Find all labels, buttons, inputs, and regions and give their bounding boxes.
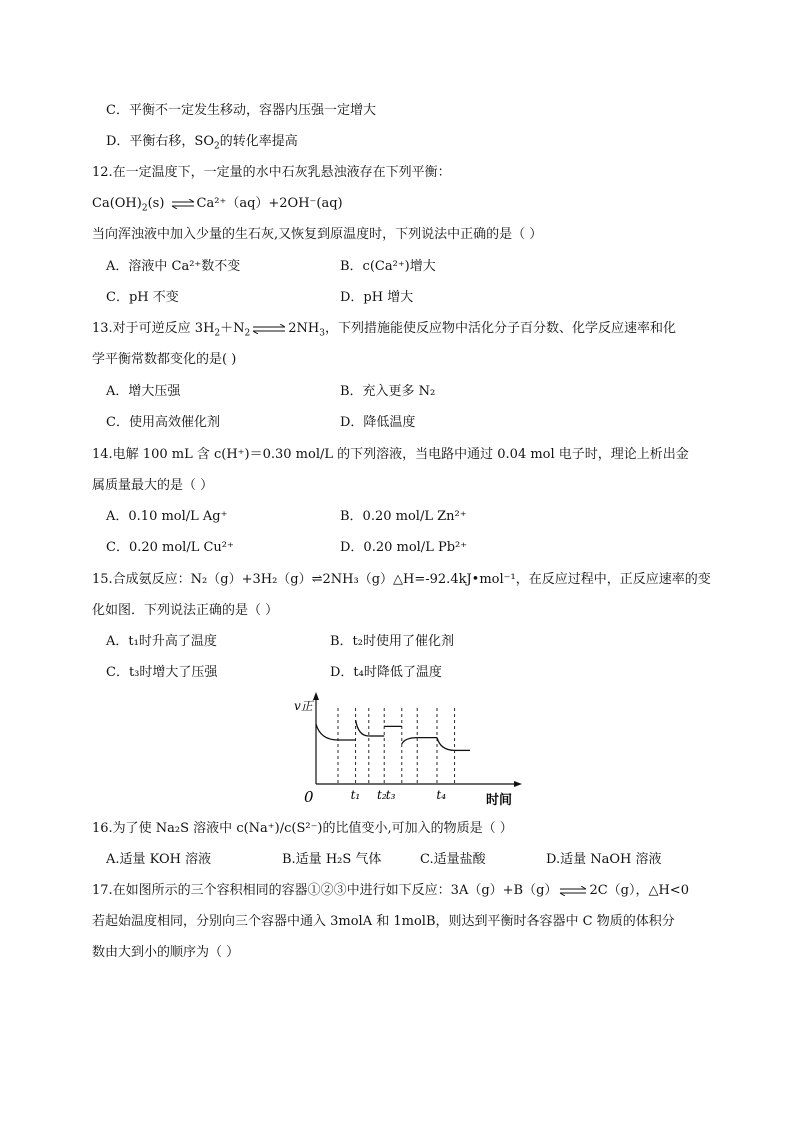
q12-question: 当向浑浊液中加入少量的生石灰,又恢复到原温度时，下列说法中正确的是（ ） (92, 227, 543, 242)
q13-option-a: A．增大压强 (106, 384, 181, 399)
q13-stem-mid: ＋N (220, 321, 245, 336)
q13-option-c: C．使用高效催化剂 (106, 415, 220, 430)
q14-option-a: A．0.10 mol/L Ag⁺ (106, 509, 228, 524)
tick-label-t3: t₃ (385, 788, 396, 802)
q12-option-a: A．溶液中 Ca²⁺数不变 (106, 259, 241, 274)
q13-stem-post: 2NH (288, 321, 320, 336)
q15-option-a: A．t₁时升高了温度 (106, 634, 217, 649)
rate-curve-segment-0 (316, 724, 338, 740)
q16-stem: 16.为了使 Na₂S 溶液中 c(Na⁺)/c(S²⁻)的比值变小,可加入的物质是（ ） (92, 821, 513, 836)
q11-d-sub: 2 (214, 141, 220, 152)
reversible-arrow-icon (171, 199, 195, 209)
graph-tick-labels (351, 788, 447, 802)
q16-option-c: C.适量盐酸 (420, 852, 486, 867)
q14-stem: 14.电解 100 mL 含 c(H⁺)＝0.30 mol/L 的下列溶液，当电路中通过 0.04 mol 电子时，理论上析出金 (92, 447, 689, 462)
q13-stem-pre: 13.对于可逆反应 3H (92, 321, 215, 336)
q12-equation (92, 195, 343, 218)
q11-option-c: C．平衡不一定发生移动，容器内压强一定增大 (106, 103, 376, 118)
q17-stem (92, 882, 689, 900)
q15-stem-line2: 化如图．下列说法正确的是（ ） (92, 603, 279, 618)
rate-time-graph (288, 692, 528, 812)
x-axis-arrow-icon (514, 781, 522, 787)
rate-curve-segment-7 (437, 738, 455, 751)
q16-option-d: D.适量 NaOH 溶液 (546, 852, 662, 867)
x-axis-label: 时间 (486, 793, 513, 808)
q12-stem: 12.在一定温度下，一定量的水中石灰乳悬浊液存在下列平衡： (92, 165, 451, 180)
q12-eq-right: Ca²⁺（aq）+2OH⁻(aq) (196, 196, 343, 211)
q15-option-b: B．t₂时使用了催化剂 (330, 634, 454, 649)
reversible-arrow-icon (559, 886, 587, 896)
q14-option-d: D．0.20 mol/L Pb²⁺ (340, 540, 468, 555)
q13-sub-3: 3 (319, 328, 325, 339)
q17-stem-post: 2C（g），△H<0 (589, 883, 689, 898)
tick-label-t2: t₂ (377, 788, 387, 802)
q16-option-b: B.适量 H₂S 气体 (282, 852, 382, 867)
rate-curve-segment-5 (402, 738, 417, 744)
q13-stem-tail: ，下列措施能使反应物中活化分子百分数、化学反应速率和化 (325, 321, 677, 336)
q11-option-d (106, 133, 298, 156)
q15-option-c: C．t₃时增大了压强 (106, 665, 218, 680)
q12-eq-left-sub: 2 (141, 203, 148, 214)
q12-eq-left: Ca(OH) (92, 196, 142, 211)
q12-option-d: D．pH 增大 (340, 290, 414, 305)
q12-eq-left-post: (s) (147, 196, 165, 211)
q11-d-text: D．平衡右移，SO (106, 134, 214, 149)
y-axis-label: v正 (294, 699, 313, 713)
graph-series (316, 708, 470, 784)
q12-option-c: C．pH 不变 (106, 290, 179, 305)
q13-sub-1: 2 (214, 328, 221, 339)
q14-option-b: B．0.20 mol/L Zn²⁺ (340, 509, 467, 524)
q13-option-d: D．降低温度 (340, 415, 416, 430)
q17-stem-line3: 数由大到小的顺序为（ ） (92, 945, 240, 960)
q17-stem-line2: 若起始温度相同，分别向三个容器中通入 3molA 和 1molB，则达到平衡时各容器中 C 物质的体积分 (92, 914, 675, 929)
q12-option-b: B．c(Ca²⁺)增大 (340, 259, 436, 274)
q13-stem (92, 320, 676, 343)
tick-label-t1: t₁ (350, 788, 361, 802)
q15-option-d: D．t₄时降低了温度 (330, 665, 442, 680)
rate-curve-segment-2 (356, 720, 369, 736)
reversible-arrow-icon (252, 324, 286, 334)
q14-option-c: C．0.20 mol/L Cu²⁺ (106, 540, 234, 555)
q16-option-a: A.适量 KOH 溶液 (106, 852, 212, 867)
q13-option-b: B．充入更多 N₂ (340, 384, 436, 399)
q17-stem-pre: 17.在如图所示的三个容积相同的容器①②③中进行如下反应：3A（g）+B（g） (92, 883, 558, 898)
q11-d-text-post: 的转化率提高 (219, 134, 298, 149)
q13-sub-2: 2 (244, 328, 251, 339)
tick-label-t4: t₄ (436, 788, 447, 802)
q14-stem-line2: 属质量最大的是（ ） (92, 478, 214, 493)
q13-stem-line2: 学平衡常数都变化的是( ) (92, 352, 237, 367)
y-axis-arrow-icon (313, 692, 319, 700)
origin-label: 0 (304, 788, 314, 806)
q15-stem: 15.合成氨反应：N₂（g）+3H₂（g）⇌2NH₃（g）△H=-92.4kJ•mol⁻¹，在反应过程中，正反应速率的变 (92, 572, 711, 587)
